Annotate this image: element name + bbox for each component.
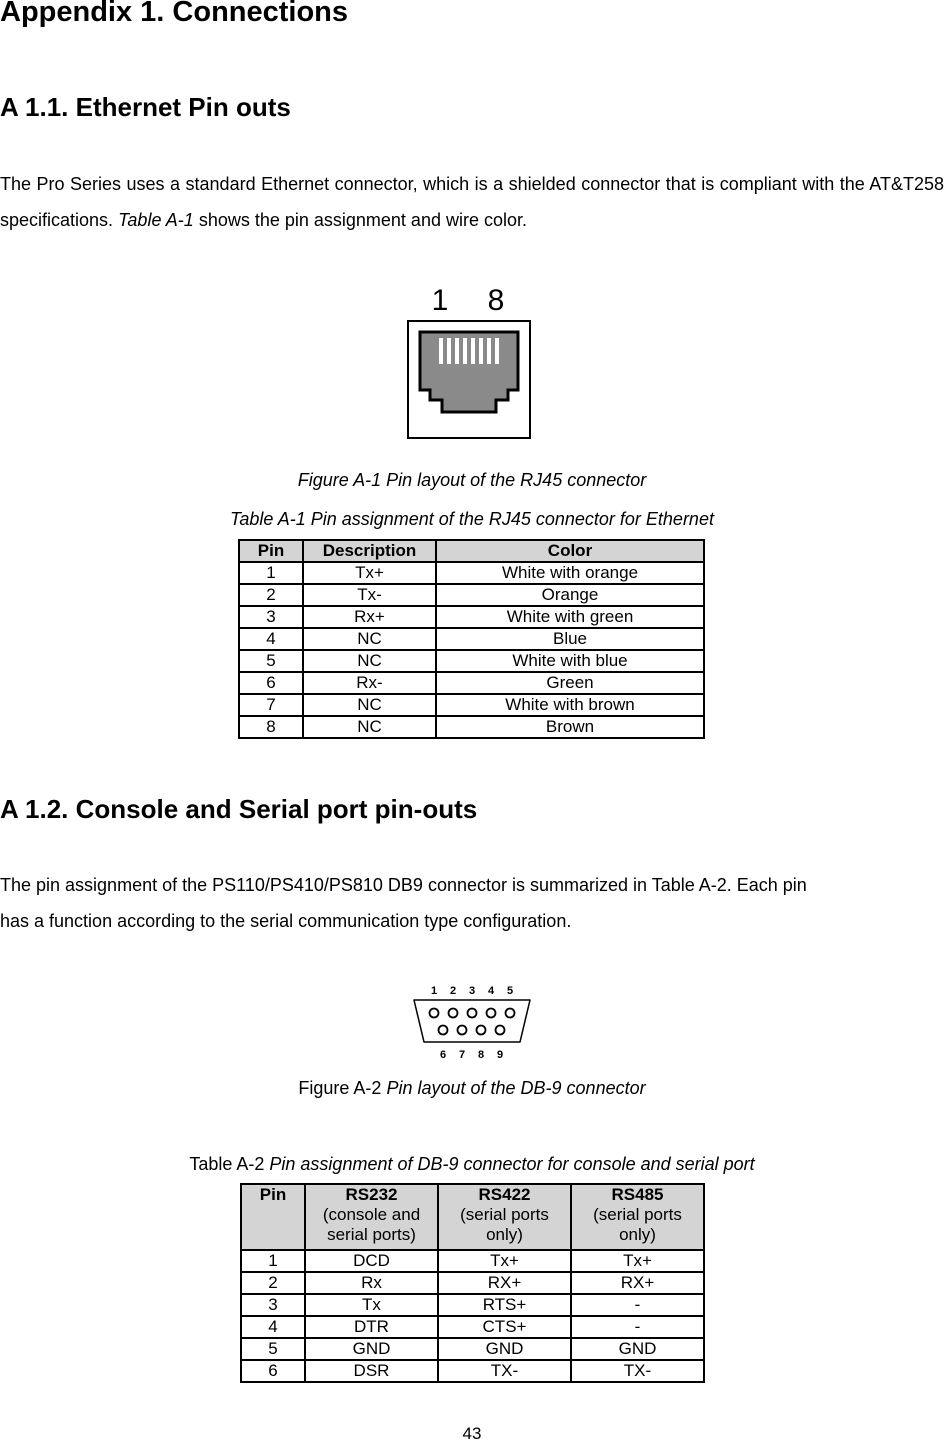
- table-row: [239, 584, 704, 606]
- description-cell: Rx-: [303, 672, 436, 694]
- rj45-pin-label-8: 8: [487, 284, 505, 317]
- rs485-cell: -: [571, 1316, 704, 1338]
- ethernet-paragraph-text-end: shows the pin assignment and wire color.: [198, 210, 527, 230]
- section-title-serial: A 1.2. Console and Serial port pin-outs: [0, 794, 478, 824]
- table-row: [241, 1316, 704, 1338]
- rs485-cell: GND: [571, 1338, 704, 1360]
- db9-pin-label: 8: [477, 1049, 485, 1061]
- rs422-cell: RX+: [438, 1272, 571, 1294]
- pin-cell: 2: [239, 584, 303, 606]
- header-subtitle: (console and: [322, 1205, 421, 1224]
- table-a2-title: Pin assignment of DB-9 connector for console and serial port: [269, 1154, 755, 1174]
- figure-a2-label: Figure A-2: [298, 1078, 382, 1098]
- table-a2-label: Table A-2: [189, 1154, 265, 1174]
- header-title: RS422: [478, 1185, 531, 1204]
- figure-a2-caption: [0, 1078, 944, 1099]
- page-number: 43: [462, 1424, 482, 1443]
- table-row: [241, 1272, 704, 1294]
- color-cell: Orange: [436, 584, 704, 606]
- pin-cell: 2: [241, 1272, 305, 1294]
- rj45-socket: [420, 332, 518, 412]
- description-cell: NC: [303, 694, 436, 716]
- table-row: [239, 606, 704, 628]
- rs485-cell: TX-: [571, 1360, 704, 1382]
- table-row: [241, 1250, 704, 1272]
- table-a2-caption: [0, 1154, 944, 1175]
- table-row: [239, 562, 704, 584]
- color-cell: White with brown: [436, 694, 704, 716]
- table-header-row: [239, 540, 704, 562]
- description-cell: Tx+: [303, 562, 436, 584]
- table-row: [239, 628, 704, 650]
- table-row: [239, 650, 704, 672]
- header-title: Pin: [259, 1185, 287, 1204]
- description-cell: Rx+: [303, 606, 436, 628]
- pin-cell: 6: [241, 1360, 305, 1382]
- rs485-cell: Tx+: [571, 1250, 704, 1272]
- color-cell: Brown: [436, 716, 704, 738]
- rs232-cell: DCD: [305, 1250, 438, 1272]
- db9-pin-label: 5: [506, 985, 514, 997]
- rj45-pin-label-1: 1: [431, 284, 449, 317]
- db9-pin-label: 9: [496, 1049, 504, 1061]
- pin-cell: 3: [239, 606, 303, 628]
- rs485-cell: RX+: [571, 1272, 704, 1294]
- description-cell: NC: [303, 650, 436, 672]
- table-row: [241, 1360, 704, 1382]
- color-cell: White with green: [436, 606, 704, 628]
- db9-pin-label: 3: [468, 985, 476, 997]
- rs232-cell: DTR: [305, 1316, 438, 1338]
- table-row: [241, 1338, 704, 1360]
- rs422-cell: GND: [438, 1338, 571, 1360]
- header-subtitle: (serial ports: [460, 1205, 549, 1224]
- pin-cell: 6: [239, 672, 303, 694]
- color-cell: Green: [436, 672, 704, 694]
- serial-paragraph: [0, 867, 944, 939]
- ethernet-paragraph-text: The Pro Series uses a standard Ethernet connector, which is a shielded connector that is compliant with the AT&T258 specifications.: [0, 174, 944, 230]
- pin-cell: 4: [241, 1316, 305, 1338]
- description-cell: NC: [303, 628, 436, 650]
- rs232-cell: Tx: [305, 1294, 438, 1316]
- rs232-cell: GND: [305, 1338, 438, 1360]
- db9-pin-label: 2: [449, 985, 457, 997]
- serial-paragraph-line-2: has a function according to the serial communication type configuration.: [0, 911, 572, 931]
- pin-cell: 3: [241, 1294, 305, 1316]
- description-cell: NC: [303, 716, 436, 738]
- rs232-cell: Rx: [305, 1272, 438, 1294]
- pin-cell: 1: [241, 1250, 305, 1272]
- table-reference: Table A-1: [118, 210, 194, 230]
- header-title: RS232: [345, 1185, 398, 1204]
- header-title: RS485: [611, 1185, 664, 1204]
- header-subtitle: only): [619, 1225, 656, 1244]
- column-header-pin: [241, 1184, 305, 1250]
- color-cell: White with orange: [436, 562, 704, 584]
- db9-shell: [414, 1000, 530, 1042]
- serial-paragraph-line-1: The pin assignment of the PS110/PS410/PS810 DB9 connector is summarized in Table A-2. Each pin: [0, 875, 807, 895]
- pin-cell: 8: [239, 716, 303, 738]
- figure-a1-caption: Figure A-1 Pin layout of the RJ45 connector: [297, 470, 647, 490]
- appendix-title: Appendix 1. Connections: [0, 0, 349, 28]
- pin-cell: 4: [239, 628, 303, 650]
- section-title-ethernet: A 1.1. Ethernet Pin outs: [0, 92, 291, 122]
- db9-pin-label: 7: [458, 1049, 466, 1061]
- table-row: [239, 716, 704, 738]
- table-row: [239, 694, 704, 716]
- header-subtitle: (serial ports: [593, 1205, 682, 1224]
- db9-connector-figure: [402, 978, 542, 1064]
- column-header-pin: Pin: [239, 540, 303, 562]
- rs422-cell: RTS+: [438, 1294, 571, 1316]
- description-cell: Tx-: [303, 584, 436, 606]
- rj45-connector-figure: [400, 282, 540, 444]
- pin-cell: 1: [239, 562, 303, 584]
- table-header-row: [241, 1184, 704, 1250]
- color-cell: White with blue: [436, 650, 704, 672]
- db9-pin-label: 6: [439, 1049, 447, 1061]
- table-row: [241, 1294, 704, 1316]
- color-cell: Blue: [436, 628, 704, 650]
- rs422-cell: CTS+: [438, 1316, 571, 1338]
- header-subtitle: only): [486, 1225, 523, 1244]
- table-a1-caption: Table A-1 Pin assignment of the RJ45 connector for Ethernet: [230, 509, 714, 529]
- table-row: [239, 672, 704, 694]
- column-header-color: Color: [436, 540, 704, 562]
- column-header-rs422: [438, 1184, 571, 1250]
- pin-cell: 7: [239, 694, 303, 716]
- rs232-cell: DSR: [305, 1360, 438, 1382]
- rs422-cell: Tx+: [438, 1250, 571, 1272]
- rj45-pin-table: [238, 539, 705, 739]
- column-header-rs232: [305, 1184, 438, 1250]
- db9-pin-label: 1: [430, 985, 438, 997]
- db9-pin-table: [240, 1183, 705, 1383]
- ethernet-paragraph: [0, 166, 944, 238]
- figure-a2-title: Pin layout of the DB-9 connector: [386, 1078, 646, 1098]
- rs422-cell: TX-: [438, 1360, 571, 1382]
- db9-pin-label: 4: [487, 985, 495, 997]
- pin-cell: 5: [241, 1338, 305, 1360]
- column-header-rs485: [571, 1184, 704, 1250]
- pin-cell: 5: [239, 650, 303, 672]
- rs485-cell: -: [571, 1294, 704, 1316]
- header-subtitle: serial ports): [327, 1225, 416, 1244]
- column-header-description: Description: [303, 540, 436, 562]
